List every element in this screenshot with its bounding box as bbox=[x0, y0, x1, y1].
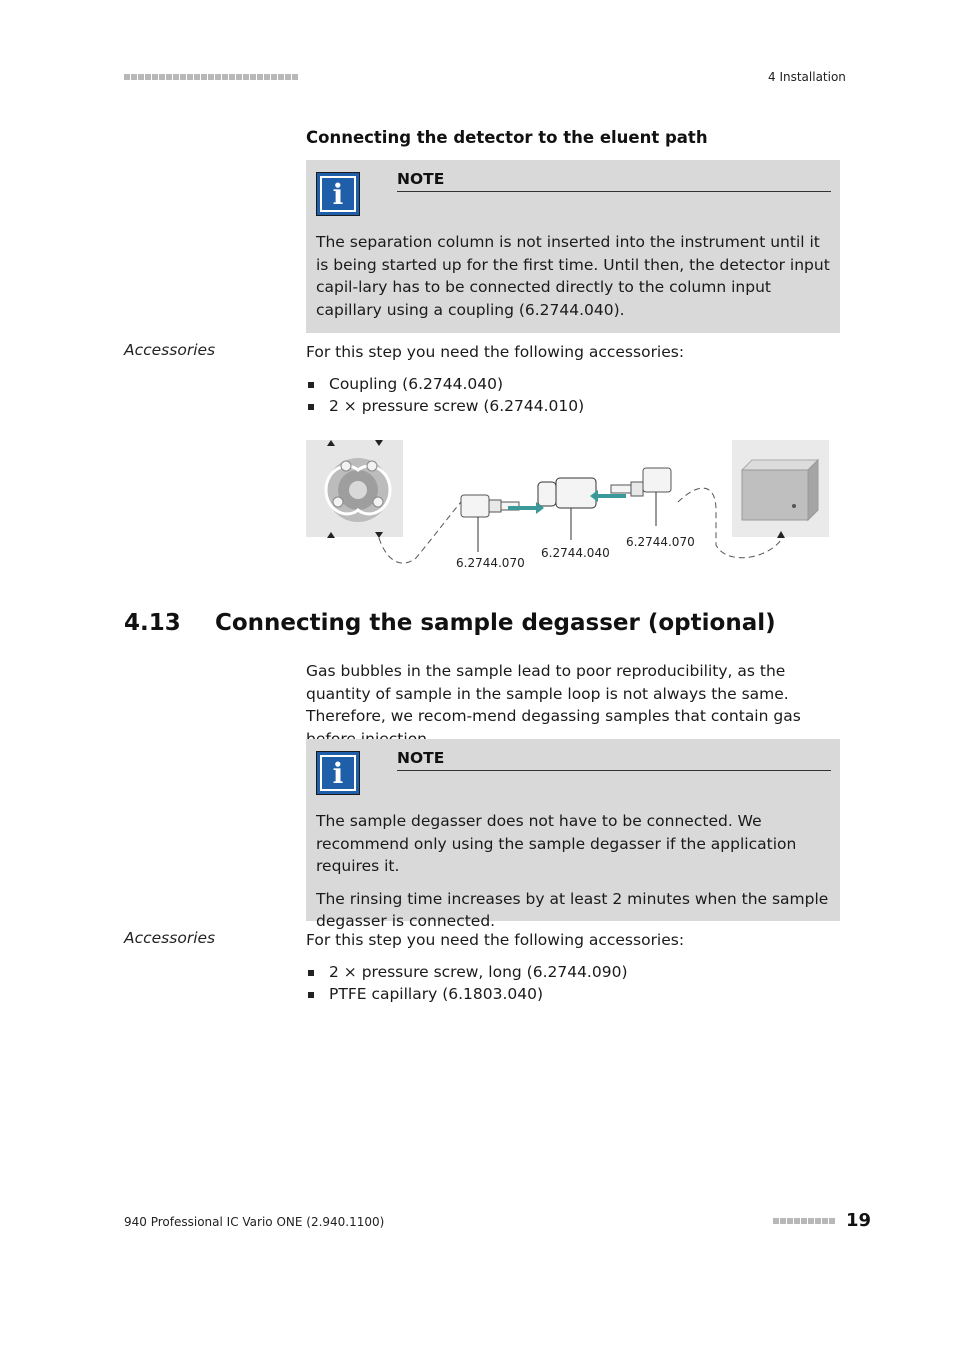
page-number: 19 bbox=[846, 1210, 872, 1231]
figure-label: 6.2744.040 bbox=[541, 546, 610, 560]
header-decoration bbox=[124, 74, 298, 80]
section-intro: Gas bubbles in the sample lead to poor reproducibility, as the quantity of sample in the sample loop is not always the same. Therefore, we recom-mend degassing samples that contain gas bbox=[306, 662, 801, 725]
subsection-title: Connecting the detector to the eluent path bbox=[306, 128, 708, 147]
footer-decoration bbox=[773, 1218, 835, 1224]
note-title: NOTE bbox=[397, 749, 831, 771]
figure-label: 6.2744.070 bbox=[456, 556, 525, 570]
section-title: Connecting the sample degasser (optional) bbox=[215, 610, 776, 636]
accessories-intro: For this step you need the following accessories: bbox=[306, 343, 685, 361]
note-text bbox=[316, 810, 831, 943]
note-paragraph: The rinsing time increases by at least 2 minutes when the sample degasser is connected. bbox=[316, 889, 829, 930]
note-text: The separation column is not inserted into the instrument until it is being started up for the first time. Until then, the detector input capil-lary has to be connected directly to the column input capillary using a coupling (6.2744.040). bbox=[316, 233, 830, 319]
note-paragraph: The sample degasser does not have to be connected. We recommend only using the sample degasser if the application requires it. bbox=[316, 812, 797, 875]
accessories-label: Accessories bbox=[124, 341, 216, 359]
list-item: 2 × pressure screw (6.2744.010) bbox=[306, 395, 584, 417]
note-box bbox=[306, 739, 840, 930]
list-item: PTFE capillary (6.1803.040) bbox=[306, 983, 628, 1005]
accessories-intro: For this step you need the following accessories: bbox=[306, 931, 685, 949]
list-item: 2 × pressure screw, long (6.2744.090) bbox=[306, 961, 628, 983]
accessories-label: Accessories bbox=[124, 929, 216, 947]
connection-figure bbox=[306, 440, 829, 570]
info-icon: i bbox=[316, 751, 360, 795]
footer-product: 940 Professional IC Vario ONE (2.940.1100) bbox=[124, 1215, 385, 1229]
info-icon: i bbox=[316, 172, 360, 216]
section-number: 4.13 bbox=[124, 610, 181, 636]
note-box bbox=[306, 160, 840, 333]
header-chapter: 4 Installation bbox=[768, 70, 846, 84]
section-heading bbox=[124, 610, 776, 636]
figure-label: 6.2744.070 bbox=[626, 535, 695, 549]
note-title: NOTE bbox=[397, 170, 831, 192]
accessories-list bbox=[306, 961, 628, 1005]
list-item: Coupling (6.2744.040) bbox=[306, 373, 584, 395]
accessories-list bbox=[306, 373, 584, 417]
